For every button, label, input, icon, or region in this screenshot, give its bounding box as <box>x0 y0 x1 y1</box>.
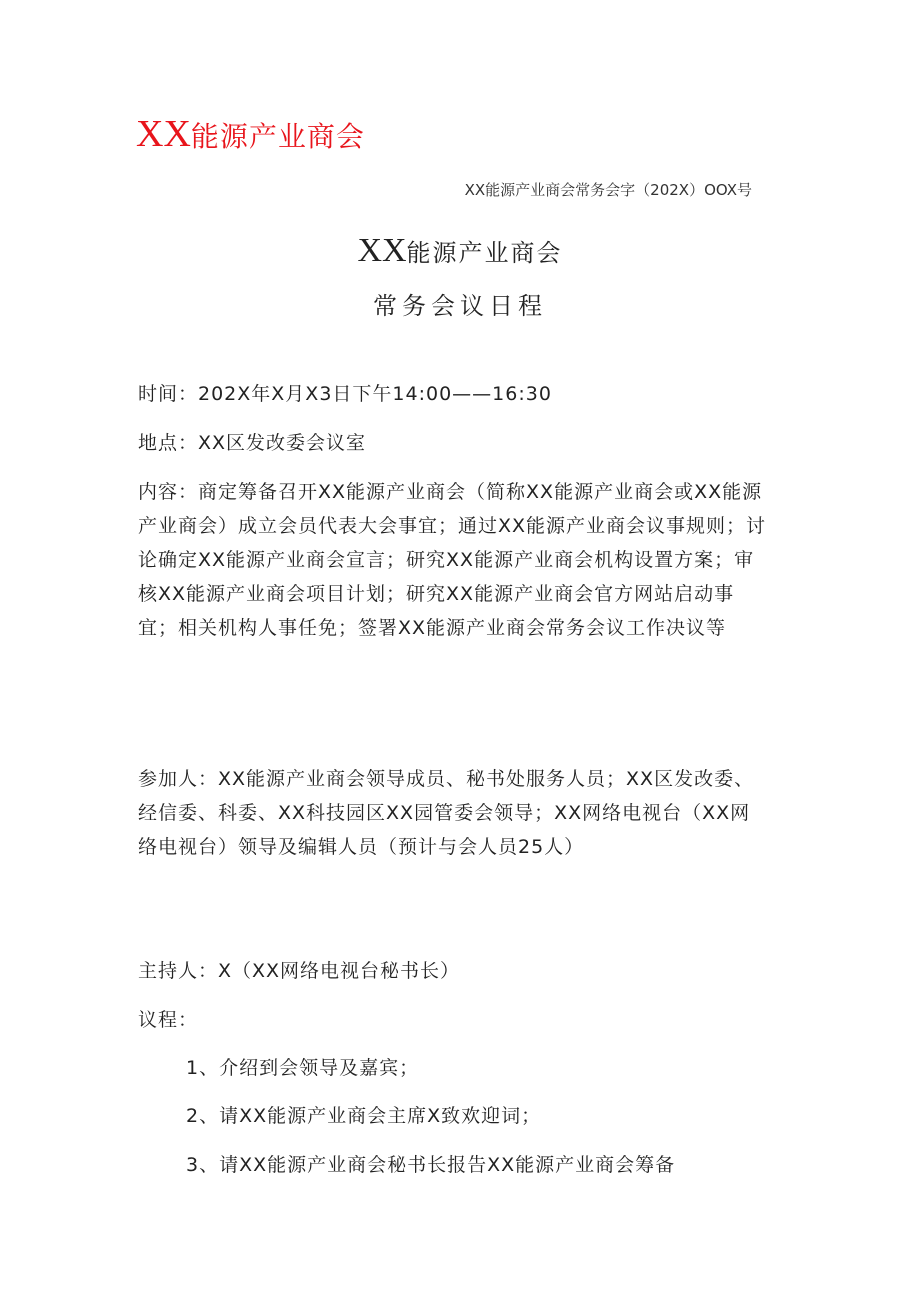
document-title <box>0 232 920 270</box>
host-field: 主持人：X（XX网络电视台秘书长） <box>138 960 461 982</box>
title-org-name: 能源产业商会 <box>406 239 563 267</box>
participants-field: 参加人：XX能源产业商会领导成员、秘书处服务人员；XX区发改委、经信委、科委、XX科技园区XX园管委会领导；XX网络电视台（XX网络电视台）领导及编辑人员（预计与会人员25人） <box>138 768 755 858</box>
content-field: 内容：商定筹备召开XX能源产业商会（简称XX能源产业商会或XX能源产业商会）成立会员代表大会事宜；通过XX能源产业商会议事规则；讨论确定XX能源产业商会宣言；研究XX能源产业商会机构设置方案；审核XX能源产业商会项目计划；研究XX能源产业商会官方网站启动事宜；相关机构人事任免；签署XX能源产业商会常务会议工作决议等 <box>138 481 767 639</box>
document-subtitle: 常务会议日程 <box>373 292 547 320</box>
masthead-name: 能源产业商会 <box>190 120 365 153</box>
agenda-item-1: 1、介绍到会领导及嘉宾； <box>186 1057 420 1079</box>
masthead <box>136 112 365 156</box>
agenda-label: 议程： <box>138 1009 199 1031</box>
agenda-item-3: 3、请XX能源产业商会秘书长报告XX能源产业商会筹备 <box>186 1154 676 1176</box>
title-prefix: XX <box>357 232 407 269</box>
document-number: XX能源产业商会常务会字（202X）OOX号 <box>464 181 752 199</box>
location-field: 地点：XX区发改委会议室 <box>138 432 367 454</box>
agenda-item-2: 2、请XX能源产业商会主席X致欢迎词； <box>186 1105 542 1127</box>
time-field: 时间：202X年X月X3日下午14:00——16:30 <box>138 383 552 405</box>
masthead-prefix: XX <box>136 113 191 155</box>
